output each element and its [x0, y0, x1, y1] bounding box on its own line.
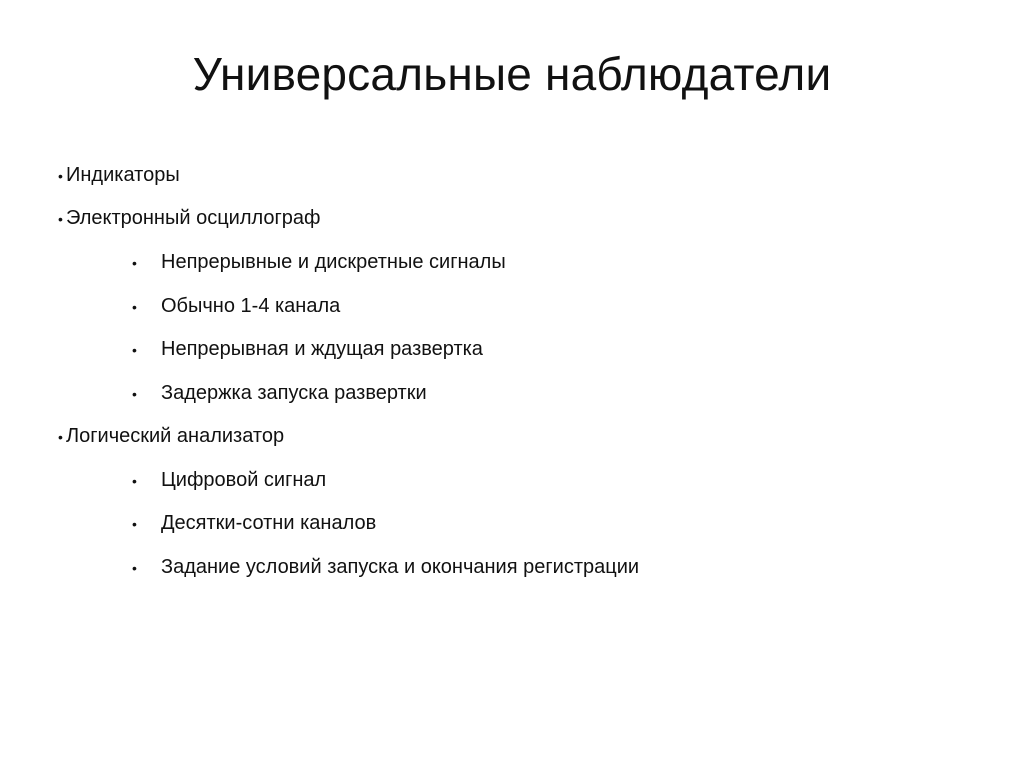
- sub-bullet-item: [132, 336, 483, 363]
- bullet-text: Задание условий запуска и окончания регистрации: [161, 556, 640, 578]
- bullet-item: [58, 162, 180, 189]
- bullet-icon: •: [58, 167, 63, 184]
- bullet-text: Обычно 1-4 канала: [161, 295, 341, 317]
- sub-bullet-item: [132, 249, 506, 276]
- bullet-icon: •: [132, 298, 137, 315]
- bullet-text: Задержка запуска развертки: [161, 382, 427, 404]
- bullet-text: Цифровой сигнал: [161, 469, 327, 491]
- bullet-icon: •: [132, 385, 137, 402]
- bullet-icon: •: [132, 559, 137, 576]
- sub-bullet-item: [132, 467, 326, 494]
- sub-bullet-item: [132, 554, 639, 581]
- bullet-text: Электронный осциллограф: [66, 207, 321, 229]
- slide-title: Универсальные наблюдатели: [192, 48, 832, 100]
- bullet-icon: •: [58, 210, 63, 227]
- bullet-item: [58, 205, 321, 232]
- bullet-icon: •: [132, 515, 137, 532]
- bullet-text: Логический анализатор: [66, 425, 285, 447]
- sub-bullet-item: [132, 293, 340, 320]
- bullet-icon: •: [132, 254, 137, 271]
- bullet-icon: •: [132, 472, 137, 489]
- bullet-text: Непрерывные и дискретные сигналы: [161, 251, 506, 273]
- bullet-icon: •: [58, 428, 63, 445]
- bullet-text: Непрерывная и ждущая развертка: [161, 338, 483, 360]
- bullet-icon: •: [132, 341, 137, 358]
- bullet-item: [58, 423, 284, 450]
- sub-bullet-item: [132, 510, 376, 537]
- bullet-text: Десятки-сотни каналов: [161, 512, 377, 534]
- bullet-text: Индикаторы: [66, 164, 180, 186]
- sub-bullet-item: [132, 380, 427, 407]
